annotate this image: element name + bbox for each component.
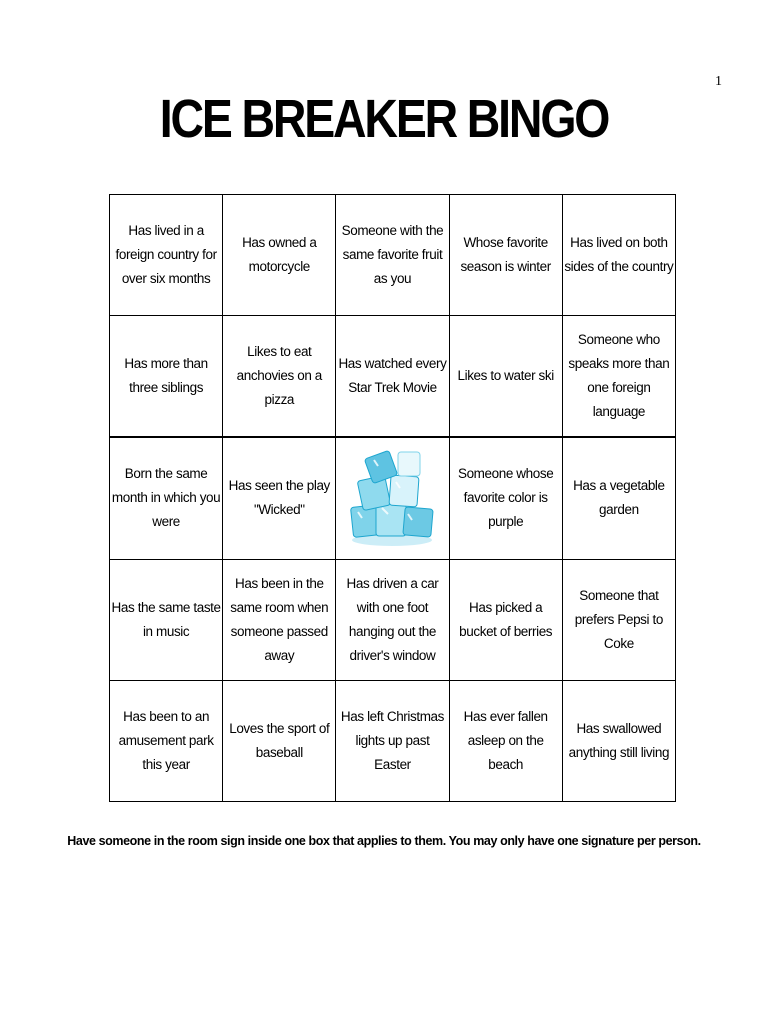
bingo-cell[interactable]: Has ever fallen asleep on the beach: [449, 680, 562, 801]
bingo-cell[interactable]: Has left Christmas lights up past Easter: [336, 680, 449, 801]
bingo-cell[interactable]: Someone that prefers Pepsi to Coke: [562, 559, 675, 680]
free-space-cell[interactable]: [336, 437, 449, 559]
bingo-cell[interactable]: Likes to water ski: [449, 316, 562, 438]
bingo-cell[interactable]: Has a vegetable garden: [562, 437, 675, 559]
bingo-cell[interactable]: Whose favorite season is winter: [449, 195, 562, 316]
bingo-cell[interactable]: Someone whose favorite color is purple: [449, 437, 562, 559]
bingo-cell[interactable]: Has swallowed anything still living: [562, 680, 675, 801]
bingo-row: [110, 437, 676, 559]
instructions-text: Have someone in the room sign inside one box that applies to them. You may only have one signature per person.: [67, 834, 701, 848]
bingo-cell[interactable]: Has more than three siblings: [110, 316, 223, 438]
bingo-cell[interactable]: Someone with the same favorite fruit as you: [336, 195, 449, 316]
ice-cubes-icon: [346, 448, 438, 548]
bingo-cell[interactable]: Has picked a bucket of berries: [449, 559, 562, 680]
bingo-cell[interactable]: Has watched every Star Trek Movie: [336, 316, 449, 438]
bingo-cell[interactable]: Has owned a motorcycle: [223, 195, 336, 316]
bingo-row: [110, 559, 676, 680]
bingo-cell[interactable]: Someone who speaks more than one foreign language: [562, 316, 675, 438]
bingo-cell[interactable]: Has lived on both sides of the country: [562, 195, 675, 316]
bingo-grid: [109, 194, 676, 802]
bingo-cell[interactable]: Likes to eat anchovies on a pizza: [223, 316, 336, 438]
bingo-row: [110, 680, 676, 801]
bingo-cell[interactable]: Has lived in a foreign country for over six months: [110, 195, 223, 316]
bingo-cell[interactable]: Has been to an amusement park this year: [110, 680, 223, 801]
bingo-cell[interactable]: Has the same taste in music: [110, 559, 223, 680]
bingo-row: [110, 316, 676, 438]
bingo-cell[interactable]: Has driven a car with one foot hanging out the driver's window: [336, 559, 449, 680]
bingo-cell[interactable]: Born the same month in which you were: [110, 437, 223, 559]
bingo-row: [110, 195, 676, 316]
page-title: ICE BREAKER BINGO: [159, 89, 609, 149]
bingo-cell[interactable]: Has been in the same room when someone passed away: [223, 559, 336, 680]
bingo-cell[interactable]: Loves the sport of baseball: [223, 680, 336, 801]
page-number: 1: [715, 74, 722, 89]
bingo-cell[interactable]: Has seen the play "Wicked": [223, 437, 336, 559]
